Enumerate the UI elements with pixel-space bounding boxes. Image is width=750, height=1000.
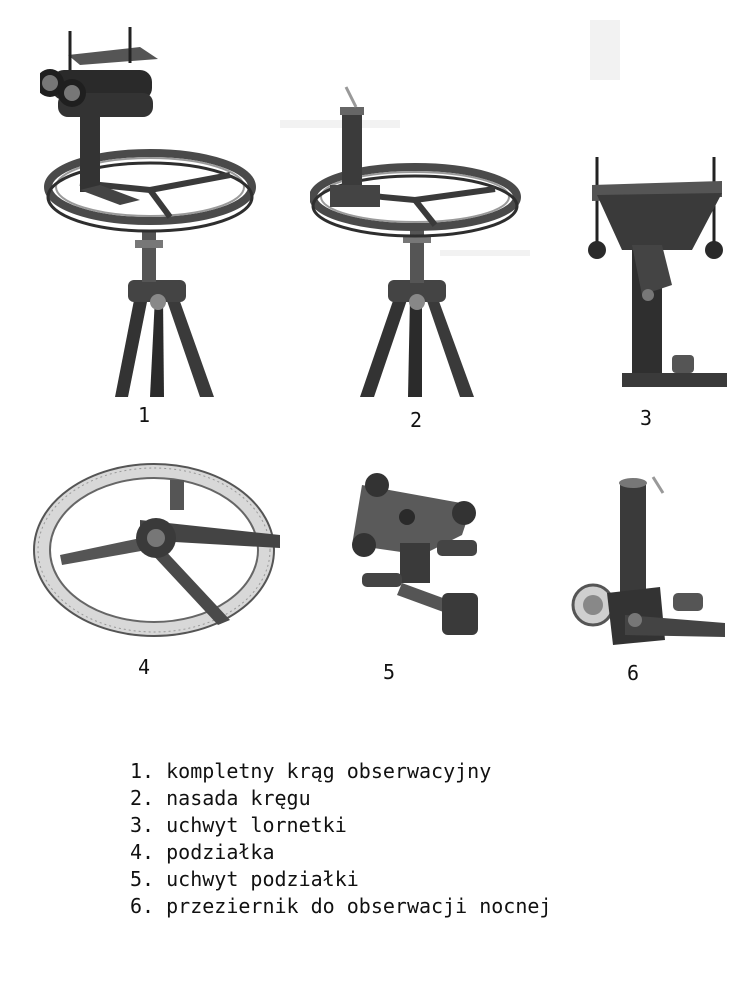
figure-legend [130, 758, 551, 920]
binocular-holder-illustration [582, 155, 732, 395]
dial-holder-illustration [342, 465, 492, 645]
figure-3-number: 3 [640, 406, 653, 430]
figure-5-dial-holder [342, 465, 492, 645]
figure-2-number: 2 [410, 408, 423, 432]
graduated-dial-illustration [30, 460, 280, 640]
bleed-through-mark [590, 20, 620, 80]
legend-item: 1. kompletny krąg obserwacyjny [130, 759, 492, 783]
figure-4-number: 4 [138, 655, 151, 679]
night-sight-illustration [565, 475, 735, 655]
figure-5-number: 5 [383, 660, 396, 684]
legend-item: 5. uchwyt podziałki [130, 867, 359, 891]
legend-item: 6. przeziernik do obserwacji nocnej [130, 894, 552, 918]
figure-2-circle-base [310, 85, 530, 400]
observation-circle-illustration [40, 25, 260, 400]
legend-item: 3. uchwyt lornetki [130, 813, 347, 837]
figure-3-binocular-holder [582, 155, 732, 395]
figure-4-graduated-dial [30, 460, 280, 640]
figure-1-complete-circle [40, 25, 260, 400]
figure-6-night-sight [565, 475, 735, 655]
figure-6-number: 6 [627, 661, 640, 685]
circle-base-illustration [310, 85, 530, 400]
legend-item: 2. nasada kręgu [130, 786, 311, 810]
legend-item: 4. podziałka [130, 840, 275, 864]
figure-1-number: 1 [138, 403, 151, 427]
